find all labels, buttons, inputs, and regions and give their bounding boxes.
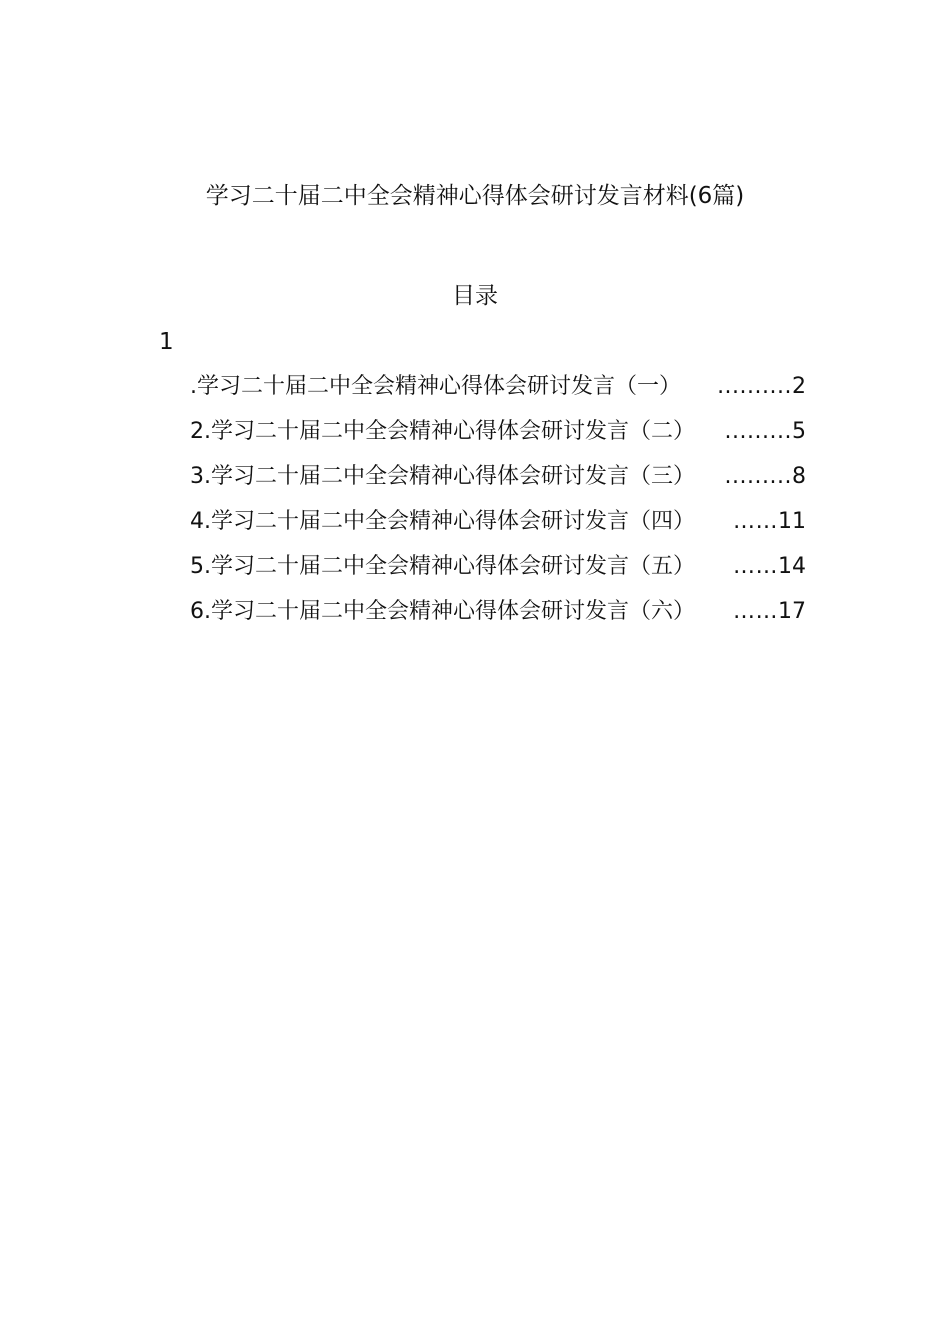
table-of-contents — [190, 364, 806, 634]
toc-entry-1[interactable] — [190, 364, 806, 409]
toc-entry-leader: .......... — [717, 374, 792, 399]
toc-entry-5[interactable] — [190, 544, 806, 589]
toc-entry-page-number: 14 — [778, 554, 806, 579]
toc-heading: 目录 — [452, 283, 498, 309]
toc-entry-page-number: 8 — [792, 464, 806, 489]
toc-entry-title: .学习二十届二中全会精神心得体会研讨发言（一） — [190, 374, 681, 399]
toc-entry-page-number: 5 — [792, 419, 806, 444]
toc-entry-title: 4.学习二十届二中全会精神心得体会研讨发言（四） — [190, 509, 695, 534]
toc-entry-3[interactable] — [190, 454, 806, 499]
toc-entry-leader: ......... — [724, 464, 792, 489]
document-title: 学习二十届二中全会精神心得体会研讨发言材料(6篇) — [205, 183, 745, 209]
toc-first-item-number: 1 — [159, 329, 174, 355]
toc-entry-title: 6.学习二十届二中全会精神心得体会研讨发言（六） — [190, 599, 695, 624]
toc-entry-title: 5.学习二十届二中全会精神心得体会研讨发言（五） — [190, 554, 695, 579]
toc-entry-leader: …… — [733, 509, 778, 534]
toc-entry-leader: …… — [733, 599, 778, 624]
toc-entry-page-number: 11 — [778, 509, 806, 534]
toc-entry-title: 3.学习二十届二中全会精神心得体会研讨发言（三） — [190, 464, 695, 489]
toc-entry-4[interactable] — [190, 499, 806, 544]
toc-entry-leader: …… — [733, 554, 778, 579]
toc-entry-page-number: 2 — [792, 374, 806, 399]
toc-entry-6[interactable] — [190, 589, 806, 634]
toc-entry-title: 2.学习二十届二中全会精神心得体会研讨发言（二） — [190, 419, 695, 444]
toc-entry-page-number: 17 — [778, 599, 806, 624]
toc-entry-2[interactable] — [190, 409, 806, 454]
toc-entry-leader: ......... — [724, 419, 792, 444]
